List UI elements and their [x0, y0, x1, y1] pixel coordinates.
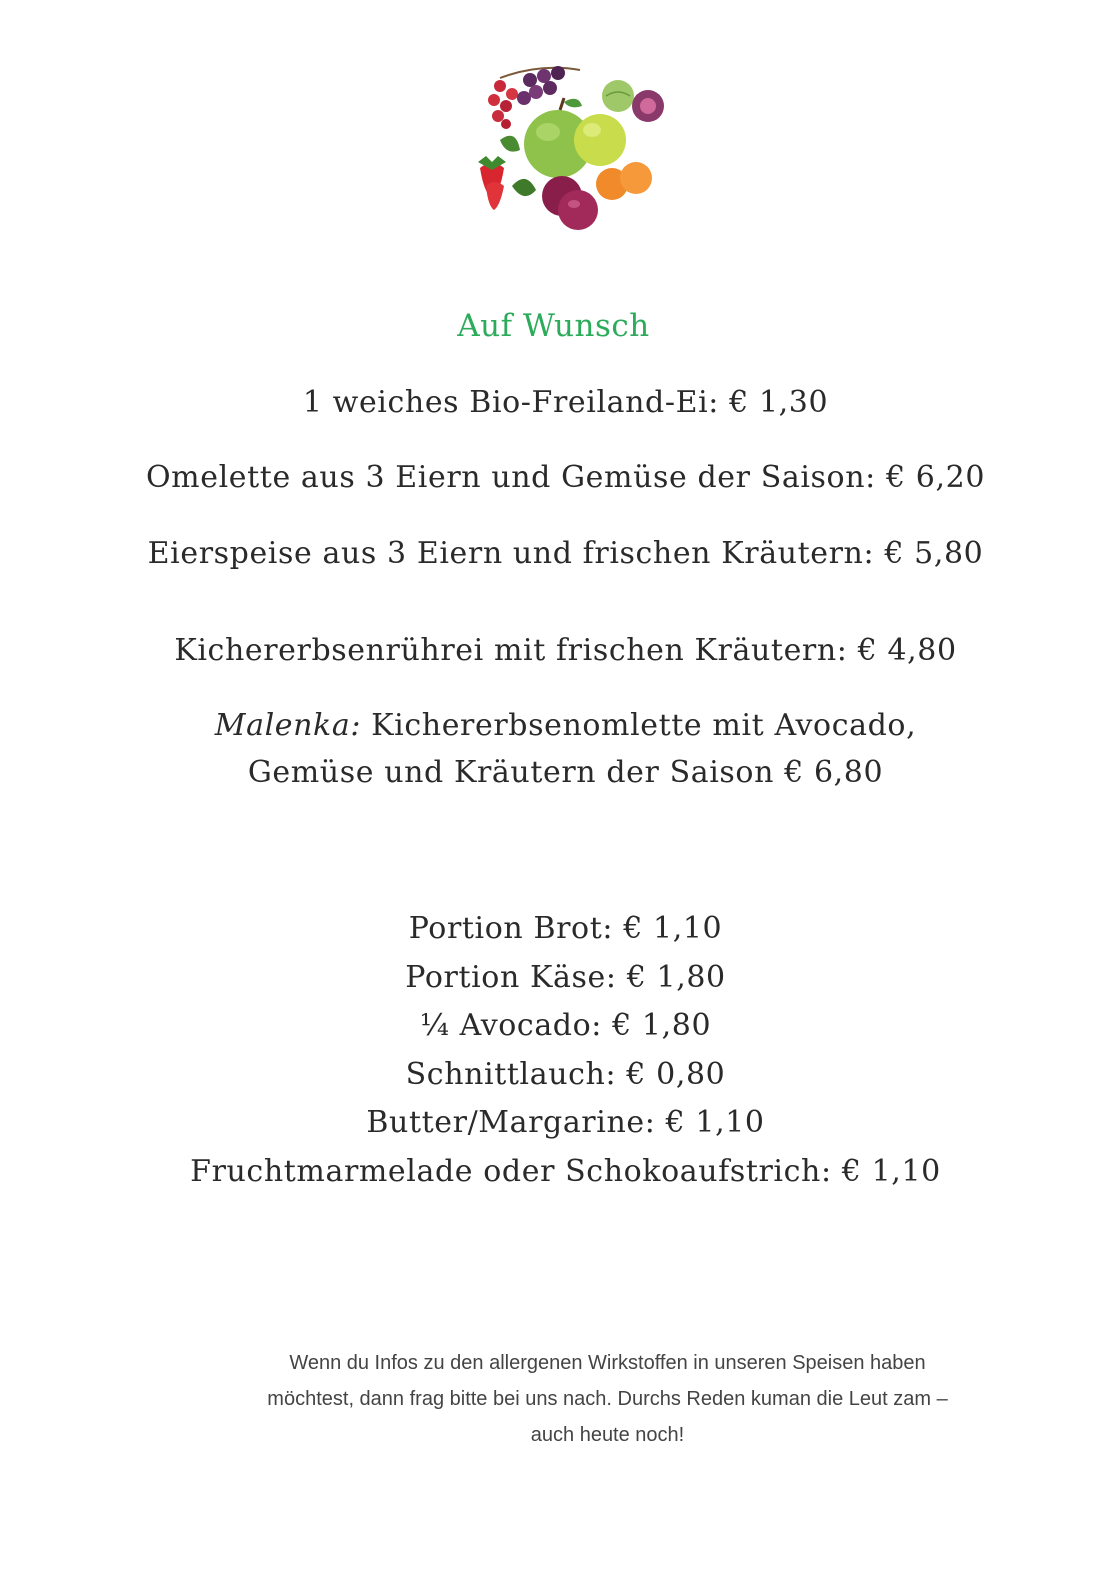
menu-item-scrambled-eggs: Eierspeise aus 3 Eiern und frischen Kräutern: € 5,80 [147, 536, 984, 571]
malenka-description-line1: Kichererbsenomlette mit Avocado, [361, 708, 917, 743]
menu-item-omelette: Omelette aus 3 Eiern und Gemüse der Saison: € 6,20 [145, 460, 986, 495]
extra-item-avocado: ¼ Avocado: € 1,80 [419, 1008, 712, 1043]
allergen-note-line1: Wenn du Infos zu den allergenen Wirkstoffen in unseren Speisen haben [289, 1352, 926, 1374]
extra-item-jam: Fruchtmarmelade oder Schokoaufstrich: € 1,10 [190, 1153, 941, 1189]
extra-item-chives: Schnittlauch: € 0,80 [405, 1056, 726, 1092]
allergen-note-line3: auch heute noch! [530, 1424, 685, 1446]
menu-item-soft-egg: 1 weiches Bio-Freiland-Ei: € 1,30 [302, 385, 829, 420]
fruit-illustration-icon [470, 58, 670, 243]
menu-item-chickpea-scramble: Kichererbsenrührei mit frischen Kräutern: € 4,80 [174, 633, 957, 668]
extra-item-cheese: Portion Käse: € 1,80 [405, 959, 726, 995]
extra-item-bread: Portion Brot: € 1,10 [408, 911, 723, 946]
malenka-name: Malenka: [214, 708, 362, 743]
allergen-note [205, 1345, 1010, 1453]
malenka-description-line2: Gemüse und Kräutern der Saison € 6,80 [247, 755, 884, 790]
menu-item-malenka [12, 708, 1107, 743]
extra-item-butter: Butter/Margarine: € 1,10 [366, 1105, 765, 1140]
section-heading: Auf Wunsch [457, 308, 650, 344]
allergen-note-line2: möchtest, dann frag bitte bei uns nach. Durchs Reden kuman die Leut zam – [267, 1388, 948, 1410]
extras-list [12, 905, 1107, 1196]
